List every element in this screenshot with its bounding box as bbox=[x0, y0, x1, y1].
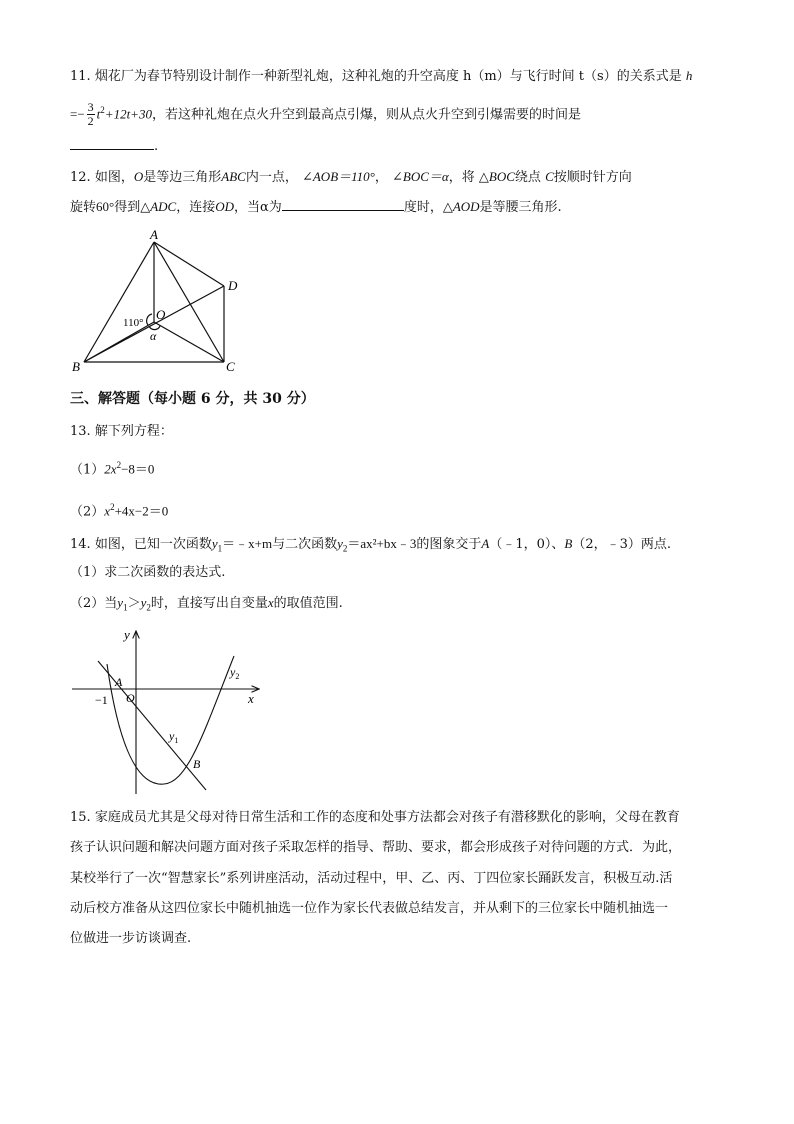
q13-part2: $(2)x^2+4x-2=0$ bbox=[70, 502, 169, 520]
q12-angle-aob: ∠AOB＝110° bbox=[301, 169, 375, 184]
q11-line1 bbox=[70, 67, 692, 86]
q11-line3: . bbox=[70, 136, 158, 156]
label-point-a: A bbox=[115, 675, 123, 689]
label-c: C bbox=[226, 359, 235, 374]
edge-ab bbox=[84, 242, 154, 362]
q14-graph-figure bbox=[66, 622, 266, 798]
edge-ad bbox=[154, 242, 224, 286]
label-y-axis: y bbox=[124, 627, 130, 642]
q13-line: 13. 解下列方程： bbox=[70, 424, 173, 439]
q11-var-h: h bbox=[685, 68, 693, 83]
label-y1: $y_1$ bbox=[169, 729, 179, 745]
edge-ob bbox=[84, 322, 154, 362]
label-x-axis: x bbox=[248, 691, 254, 706]
q11-fraction: $\frac{3}{2}$ bbox=[87, 100, 94, 129]
label-alpha: α bbox=[150, 329, 157, 343]
q15-line3: 某校举行了一次“智慧家长”系列讲座活动，活动过程中，甲、乙、丙、丁四位家长踊跃发言，积极互动.活 bbox=[70, 871, 673, 886]
label-y2: $y_2$ bbox=[230, 665, 240, 681]
section-3-heading: 三、解答题（每小题 6 分，共 30 分） bbox=[70, 391, 315, 407]
q15-line2: 孩子认识问题和解决问题方面对孩子采取怎样的指导、帮助、要求，都会形成孩子对待问题的方式．为此， bbox=[70, 840, 682, 855]
q11-answer-blank[interactable] bbox=[70, 136, 154, 150]
q11-var-t: t bbox=[96, 106, 101, 122]
label-b: B bbox=[72, 359, 80, 374]
parabola-y2 bbox=[107, 656, 234, 784]
q11-formula-eq: =− bbox=[70, 106, 85, 122]
q12-angle-boc: ∠BOC＝α bbox=[392, 169, 449, 184]
q11-line2: =− $\frac{3}{2}$ $t^2+12t+30$，若这种礼炮在点火升空到最高点引爆，则从点火升空到引爆需要的时间是 bbox=[70, 100, 581, 129]
q13-number: 13. bbox=[70, 424, 91, 439]
q11-text-2: ，若这种礼炮在点火升空到最高点引爆，则从点火升空到引爆需要的时间是 bbox=[151, 107, 581, 123]
q13-part1: $(1)2x^2-8=0$ bbox=[70, 460, 155, 478]
q15-number: 15. bbox=[70, 810, 91, 825]
q15-line1: 15. 家庭成员尤其是父母对待日常生活和工作的态度和处事方法都会对孩子有潜移默化的影响，父母在教育 bbox=[70, 810, 680, 825]
q15-line4: 动后校方准备从这四位家长中随机抽选一位作为家长代表做总结发言，并从剩下的三位家长中随机抽选一 bbox=[70, 901, 669, 916]
q12-line1: 12. 如图，O是等边三角形ABC内一点， ∠AOB＝110°， ∠BOC＝α，将 △BOC绕点 C按顺时针方向 bbox=[70, 169, 632, 185]
q14-number: 14. bbox=[70, 537, 91, 552]
label-d: D bbox=[228, 278, 238, 293]
label-origin: O bbox=[126, 691, 135, 705]
q14-part2: （2）当$y_1>y_2$时，直接写出自变量x的取值范围. bbox=[70, 595, 343, 613]
q11-number: 11. bbox=[70, 69, 91, 84]
q11-formula-rest: +12t+30 bbox=[104, 106, 152, 122]
q12-line2: 旋转60°得到△ADC，连接OD，当α为 度时，△AOD是等腰三角形. bbox=[70, 199, 562, 215]
q12-number: 12. bbox=[70, 170, 91, 185]
q14-line1: 14. 如图，已知一次函数$y_1=﹣x+m$与二次函数$y_2=ax^2+bx﹣3$的图象交于A（﹣1，0）、B（2，﹣3）两点. bbox=[70, 536, 672, 554]
edge-ac bbox=[154, 242, 224, 362]
q12-answer-blank[interactable] bbox=[282, 197, 404, 211]
label-neg1: −1 bbox=[95, 693, 108, 707]
label-angle-110: 110° bbox=[123, 317, 144, 329]
q12-triangle-figure bbox=[66, 228, 256, 376]
label-a: A bbox=[150, 228, 158, 242]
q15-line5: 位做进一步访谈调查. bbox=[70, 931, 192, 946]
q11-text-1: 烟花厂为春节特别设计制作一种新型礼炮，这种礼炮的升空高度 h（m）与飞行时间 t（s）的关系式是 bbox=[94, 69, 682, 84]
label-point-b: B bbox=[193, 757, 201, 771]
edge-oc bbox=[154, 322, 224, 362]
label-o: O bbox=[156, 307, 166, 322]
q14-part1: （1）求二次函数的表达式. bbox=[70, 565, 226, 580]
